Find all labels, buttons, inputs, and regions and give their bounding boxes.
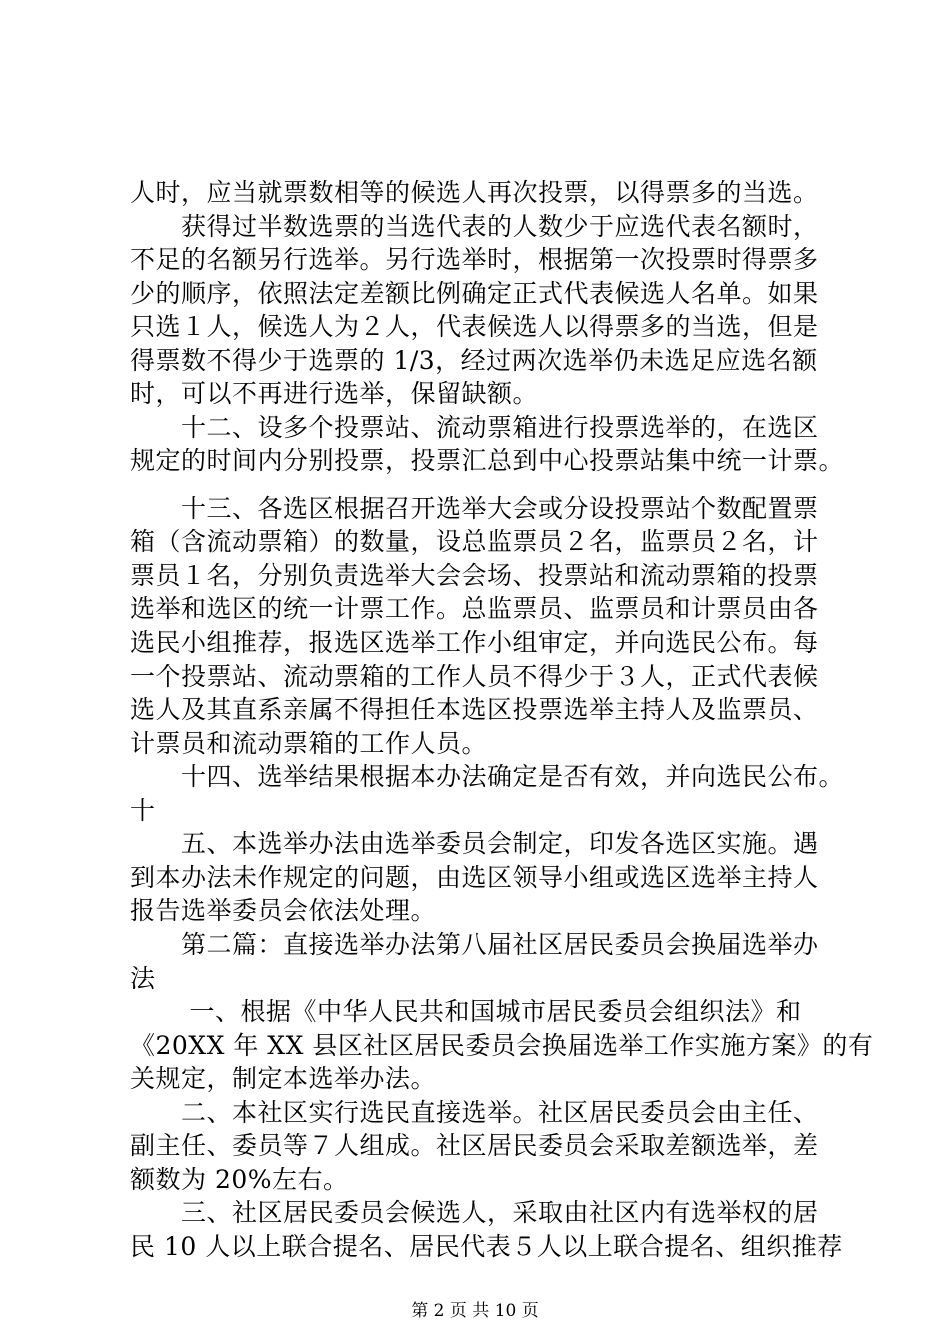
text-line: 选人及其直系亲属不得担任本选区投票选举主持人及监票员、: [130, 695, 819, 724]
text-line: 选民小组推荐，报选区选举工作小组审定，并向选民公布。每: [130, 628, 819, 657]
text-line: 《20XX 年 XX 县区社区居民委员会换届选举工作实施方案》的有: [130, 1031, 874, 1060]
text-line: 得票数不得少于选票的 1/3，经过两次选举仍未选足应选名额: [130, 346, 818, 375]
text-line: 时，可以不再进行选举，保留缺额。: [130, 379, 539, 408]
section-heading-line: 第二篇：直接选举办法第八届社区居民委员会换届选举办: [130, 930, 819, 959]
text-line: 民 10 人以上联合提名、居民代表５人以上联合提名、组织推荐: [130, 1232, 843, 1261]
text-line: 箱（含流动票箱）的数量，设总监票员２名，监票员２名，计: [130, 527, 819, 556]
text-line: 规定的时间内分别投票，投票汇总到中心投票站集中统一计票。: [130, 446, 845, 475]
text-line: 选举和选区的统一计票工作。总监票员、监票员和计票员由各: [130, 594, 819, 623]
text-line: 关规定，制定本选举办法。: [130, 1064, 437, 1093]
text-line: 十三、各选区根据召开选举大会或分设投票站个数配置票: [130, 494, 819, 523]
text-line: 一个投票站、流动票箱的工作人员不得少于３人，正式代表候: [130, 662, 819, 691]
text-line: 十二、设多个投票站、流动票箱进行投票选举的，在选区: [130, 413, 819, 442]
text-line: 只选１人，候选人为２人，代表候选人以得票多的当选，但是: [130, 312, 819, 341]
text-line: 计票员和流动票箱的工作人员。: [130, 729, 488, 758]
page-footer: 第 2 页 共 10 页: [411, 1301, 539, 1321]
text-line: 十四、选举结果根据本办法确定是否有效，并向选民公布。: [130, 762, 845, 791]
text-line: 二、本社区实行选民直接选举。社区居民委员会由主任、: [130, 1098, 819, 1127]
text-line: 三、社区居民委员会候选人，采取由社区内有选举权的居: [130, 1198, 819, 1227]
section-heading-line: 法: [130, 964, 156, 993]
text-line: 获得过半数选票的当选代表的人数少于应选代表名额时，: [130, 212, 819, 241]
text-line: 少的顺序，依照法定差额比例确定正式代表候选人名单。如果: [130, 279, 819, 308]
text-line: 额数为 20%左右。: [130, 1165, 349, 1194]
text-line: 不足的名额另行选举。另行选举时，根据第一次投票时得票多: [130, 245, 819, 274]
text-line: 一、根据《中华人民共和国城市居民委员会组织法》和: [130, 997, 802, 1026]
text-line: 人时，应当就票数相等的候选人再次投票，以得票多的当选。: [130, 178, 819, 207]
text-line: 十: [130, 796, 156, 825]
text-line: 五、本选举办法由选举委员会制定，印发各选区实施。遇: [130, 829, 819, 858]
text-line: 报告选举委员会依法处理。: [130, 896, 437, 925]
text-line: 到本办法未作规定的问题，由选区领导小组或选区选举主持人: [130, 863, 819, 892]
text-line: 副主任、委员等７人组成。社区居民委员会采取差额选举，差: [130, 1131, 819, 1160]
text-line: 票员１名，分别负责选举大会会场、投票站和流动票箱的投票: [130, 561, 819, 590]
